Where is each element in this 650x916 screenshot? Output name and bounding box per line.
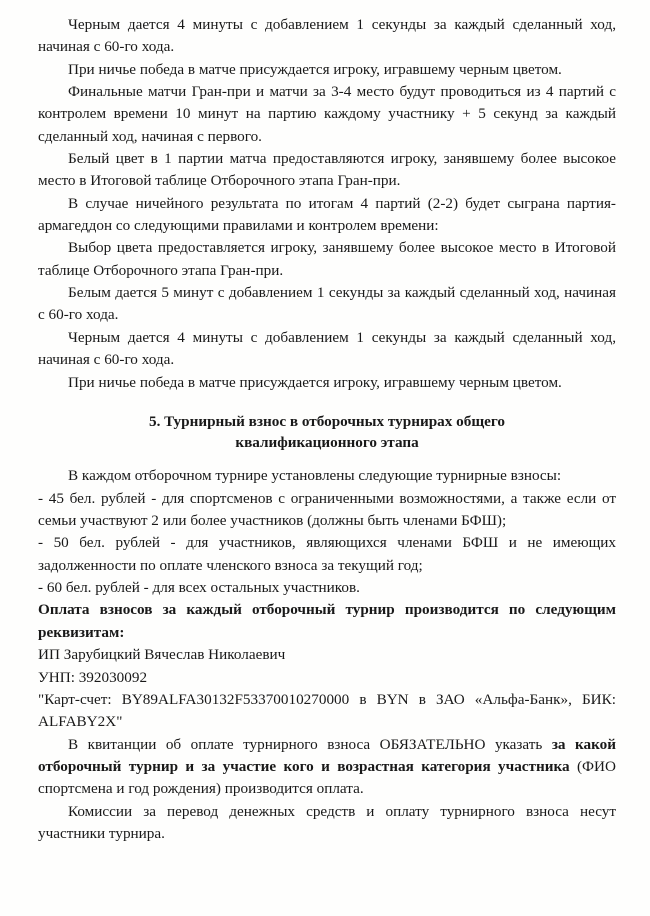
fee-item-1: - 45 бел. рублей - для спортсменов с ограниченными возможностями, а также если от семьи участвуют 2 или более участников (должны быть членами БФШ);: [38, 489, 616, 530]
section-heading-line-2: квалификационного этапа: [235, 434, 419, 452]
paragraph-armageddon-intro: В случае ничейного результата по итогам 4 партий (2-2) будет сыграна партия-армагеддон со следующими правилами и контролем времени:: [38, 194, 616, 235]
paragraph-fees-intro: В каждом отборочном турнире установлены следующие турнирные взносы:: [68, 467, 562, 485]
fee-item-3: - 60 бел. рублей - для всех остальных участников.: [38, 579, 360, 597]
receipt-note-emphasis: за какой отборочный турнир и за участие кого и возрастная категория участника: [38, 735, 616, 775]
receipt-note-lead: В квитанции об оплате турнирного взноса ОБЯЗАТЕЛЬНО указать: [68, 735, 552, 753]
paragraph-black-time-1: Черным дается 4 минуты с добавлением 1 секунды за каждый сделанный ход, начиная с 60-го хода.: [38, 16, 616, 56]
requisite-unp: УНП: 392030092: [38, 668, 148, 686]
receipt-note: [38, 734, 616, 801]
receipt-note-tail: (ФИО спортсмена и год рождения) производится оплата.: [38, 757, 616, 798]
paragraph-draw-rule-2: При ничье победа в матче присуждается игроку, игравшему черным цветом.: [68, 373, 562, 391]
paragraph-color-choice: Выбор цвета предоставляется игроку, занявшему более высокое место в Итоговой таблице Отборочного этапа Гран-при.: [38, 239, 616, 279]
commission-note: Комиссии за перевод денежных средств и оплату турнирного взноса несут участники турнира.: [38, 802, 616, 842]
requisite-account: "Карт-счет: BY89ALFA30132F53370010270000 в BYN в ЗАО «Альфа-Банк», БИК: ALFABY2X": [38, 690, 616, 731]
payment-requisites-heading: Оплата взносов за каждый отборочный турнир производится по следующим реквизитам:: [38, 601, 616, 641]
paragraph-draw-rule-1: При ничье победа в матче присуждается игроку, игравшему черным цветом.: [68, 60, 562, 78]
requisite-entrepreneur-name: ИП Зарубицкий Вячеслав Николаевич: [38, 646, 286, 664]
paragraph-white-color-game1: Белый цвет в 1 партии матча предоставляются игроку, занявшему более высокое место в Итоговой таблице Отборочного этапа Гран-при.: [38, 150, 616, 190]
section-heading: [38, 411, 616, 454]
paragraph-final-matches: Финальные матчи Гран-при и матчи за 3-4 место будут проводиться из 4 партий с контролем времени 10 минут на партию каждому участнику + 5 секунд за каждый сделанный ход, начиная с первого.: [38, 83, 616, 145]
fee-item-2: - 50 бел. рублей - для участников, являющихся членами БФШ и не имеющих задолженности по оплате членского взноса за текущий год;: [38, 534, 616, 574]
document-body: [38, 14, 616, 845]
paragraph-black-time-2: Черным дается 4 минуты с добавлением 1 секунды за каждый сделанный ход, начиная с 60-го хода.: [38, 328, 616, 369]
paragraph-white-time: Белым дается 5 минут с добавлением 1 секунды за каждый сделанный ход, начиная с 60-го хода.: [38, 284, 616, 324]
section-heading-line-1: 5. Турнирный взнос в отборочных турнирах общего: [148, 412, 506, 430]
